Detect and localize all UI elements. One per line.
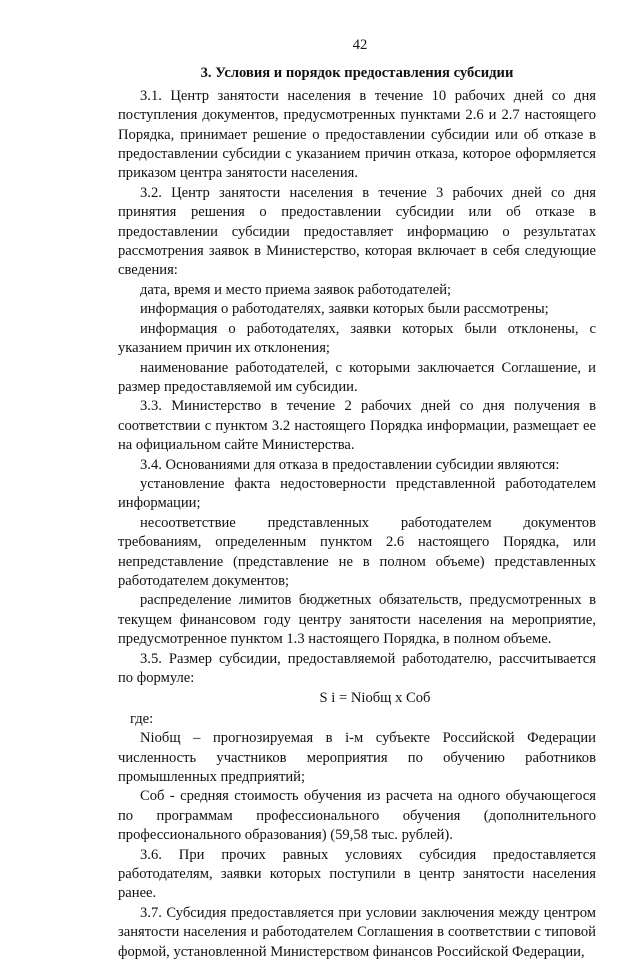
where-label: где: xyxy=(130,710,154,727)
refusal-reason-noncompliance: несоответствие представленных работодателем документов требованиям, определенным пунктом 2.6 настоящего Порядка, или непредставление (представление не в полном объеме) представленных работодателем документов; xyxy=(118,514,596,589)
paragraph-3-2: 3.2. Центр занятости населения в течение 3 рабочих дней со дня принятия решения о предоставлении субсидии или об отказе в предоставлении субсидии предоставляет информацию о результатах рассмотрения заявок в Министерство, которая включает в себя следующие сведения: xyxy=(118,184,596,279)
section-title: 3. Условия и порядок предоставления субсидии xyxy=(200,65,514,82)
refusal-reason-false-info: установление факта недостоверности представленной работодателем информации; xyxy=(118,475,596,512)
definition-niobsch: Niобщ – прогнозируемая в i-м субъекте Российской Федерации численность участников мероприятия по обучению работников промышленных предприятий; xyxy=(118,730,596,786)
page-number: 42 xyxy=(352,37,368,53)
subsidy-formula: S i = Niобщ x Соб xyxy=(319,690,431,707)
paragraph-3-7: 3.7. Субсидия предоставляется при условии заключения между центром занятости населения и работодателем Соглашения в соответствии с типовой формой, установленной Министерством финансов Российской Федерации, xyxy=(118,904,596,960)
document-page xyxy=(118,36,596,962)
paragraph-3-5: 3.5. Размер субсидии, предоставляемой работодателю, рассчитывается по формуле: xyxy=(118,650,596,686)
list-item-date-time-place: дата, время и место приема заявок работодателей; xyxy=(140,281,452,298)
paragraph-3-1: 3.1. Центр занятости населения в течение 10 рабочих дней со дня поступления документов, предусмотренных пунктами 2.6 и 2.7 настоящего Порядка, принимает решение о предоставлении субсидии или об отказе в предоставлении субсидии с указанием причин отказа, которое оформляется приказом центра занятости населения. xyxy=(118,87,596,182)
paragraph-3-3: 3.3. Министерство в течение 2 рабочих дней со дня получения в соответствии с пунктом 3.2 настоящего Порядка информации, размещает ее на официальном сайте Министерства. xyxy=(118,398,596,454)
list-item-agreement-employers: наименование работодателей, с которыми заключается Соглашение, и размер предоставляемой им субсидии. xyxy=(118,359,596,395)
refusal-reason-limits: распределение лимитов бюджетных обязательств, предусмотренных в текущем финансовом году центру занятости населения на мероприятие, предусмотренное пунктом 1.3 настоящего Порядка, в полном объеме. xyxy=(118,592,596,648)
list-item-reviewed-employers: информация о работодателях, заявки которых были рассмотрены; xyxy=(140,301,549,318)
list-item-rejected-employers: информация о работодателях, заявки которых были отклонены, с указанием причин их отклонения; xyxy=(118,320,596,357)
paragraph-3-4: 3.4. Основаниями для отказа в предоставлении субсидии являются: xyxy=(140,456,560,473)
paragraph-3-6: 3.6. При прочих равных условиях субсидия предоставляется работодателям, заявки которых поступили в центр занятости населения ранее. xyxy=(118,846,596,902)
definition-sob: Соб - средняя стоимость обучения из расчета на одного обучающегося по программам профессионального обучения (дополнительного профессионального образования) (59,58 тыс. рублей). xyxy=(118,788,596,844)
